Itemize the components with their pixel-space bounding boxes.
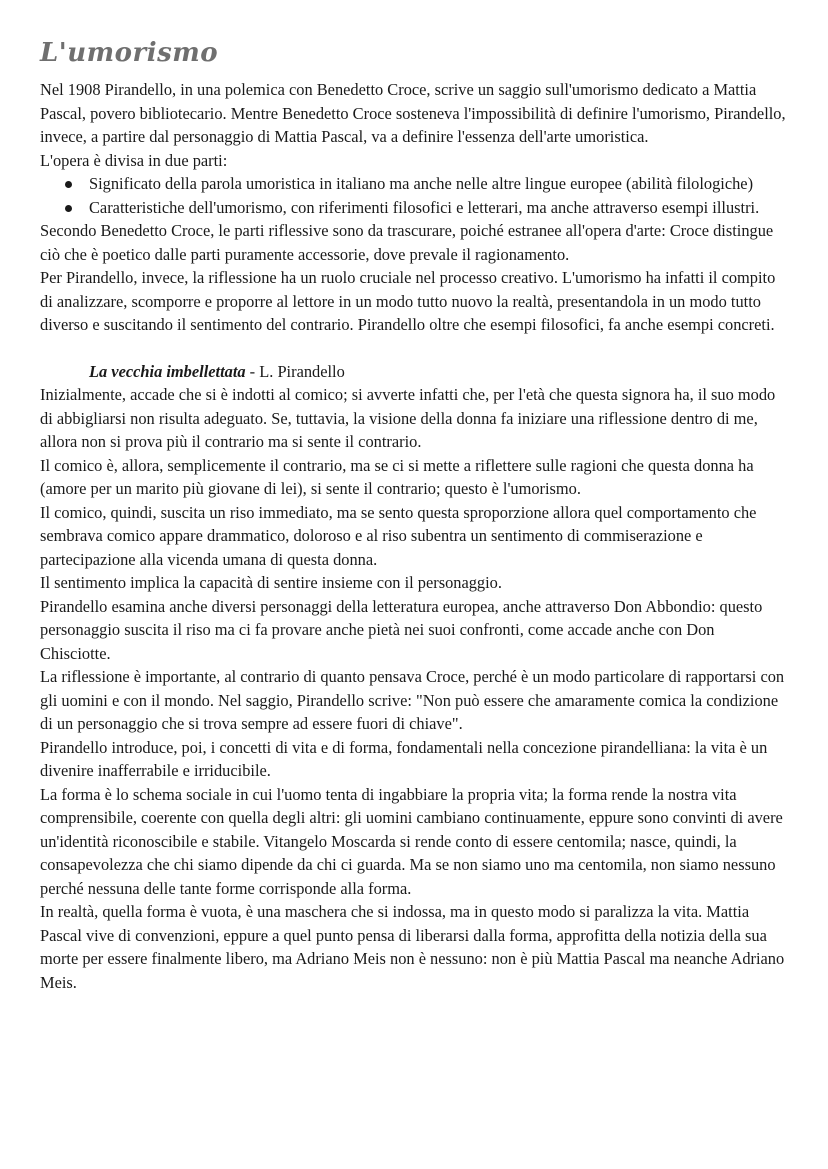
list-item: Caratteristiche dell'umorismo, con riferimenti filosofici e letterari, ma anche attraverso esempi illustri. (89, 196, 788, 220)
intro-paragraph: Nel 1908 Pirandello, in una polemica con Benedetto Croce, scrive un saggio sull'umorismo dedicato a Mattia Pascal, povero bibliotecario. Mentre Benedetto Croce sosteneva l'impossibilità di definire l'umorismo, Pirandello, invece, a partire dal personaggio di Mattia Pascal, va a definire l'essenza dell'arte umoristica. (40, 80, 786, 146)
body-paragraph: In realtà, quella forma è vuota, è una maschera che si indossa, ma in questo modo si paralizza la vita. Mattia Pascal vive di convenzioni, eppure a quel punto pensa di liberarsi dalla forma, approfitta della notizia della sua morte per essere finalmente libero, ma Adriano Meis non è nessuno: non è più Mattia Pascal ma neanche Adriano Meis. (40, 902, 785, 992)
body-paragraph: Pirandello esamina anche diversi personaggi della letteratura europea, anche attraverso Don Abbondio: questo personaggio suscita il riso ma ci fa provare anche pietà nei suoi confronti, come accade anche con Don Chisciotte. (40, 596, 763, 663)
body-paragraph: Il comico, quindi, suscita un riso immediato, ma se sento questa sproporzione allora quel comportamento che sembrava comico appare drammatico, doloroso e al riso subentra un sentimento di commiserazione e partecipazione alla vicenda umana di questa donna. (40, 502, 757, 569)
section-heading (40, 360, 788, 384)
parts-list (40, 172, 788, 219)
work-author: - L. Pirandello (245, 361, 345, 381)
body-paragraph: Il sentimento implica la capacità di sentire insieme con il personaggio. (40, 573, 502, 592)
work-title: La vecchia imbellettata (89, 361, 246, 381)
body-paragraph: Per Pirandello, invece, la riflessione ha un ruolo cruciale nel processo creativo. L'umorismo ha infatti il compito di analizzare, scomporre e proporre al lettore in un modo tutto nuovo la realtà, presentandola in un modo tutto diverso e suscitando il sentimento del contrario. Pirandello oltre che esempi filosofici, fa anche esempi concreti. (40, 268, 776, 334)
list-item: Significato della parola umoristica in italiano ma anche nelle altre lingue europee (abilità filologiche) (89, 172, 788, 196)
body-paragraph: Il comico è, allora, semplicemente il contrario, ma se ci si mette a riflettere sulle ragioni che questa donna ha (amore per un marito più giovane di lei), si sente il contrario; questo è l'umorismo. (40, 455, 754, 498)
section-spacer (40, 337, 788, 360)
body-paragraph: Pirandello introduce, poi, i concetti di vita e di forma, fondamentali nella concezione pirandelliana: la vita è un divenire inafferrabile e irriducibile. (40, 737, 768, 780)
intro-paragraph: L'opera è divisa in due parti: (40, 150, 228, 170)
body-paragraph: La forma è lo schema sociale in cui l'uomo tenta di ingabbiare la propria vita; la forma rende la nostra vita comprensibile, coerente con quella degli altri: gli uomini cambiano continuamente, eppure sono convinti di avere un'identità riconoscibile e stabile. Vitangelo Moscarda si rende conto di essere centomila; nasce, quindi, la consapevolezza che chi siamo dipende da chi ci guarda. Ma se non siamo uno ma centomila, non siamo nessuno perché nessuna delle tante forme corrisponde alla forma. (40, 784, 783, 898)
body-paragraph: Inizialmente, accade che si è indotti al comico; si avverte infatti che, per l'età che questa signora ha, il suo modo di abbigliarsi non risulta adeguato. Se, tuttavia, la visione della donna fa iniziare una riflessione dentro di me, allora non si prova più il contrario ma si sente il contrario. (40, 385, 776, 451)
page-title: L'umorismo (40, 38, 219, 68)
body-paragraph: Secondo Benedetto Croce, le parti riflessive sono da trascurare, poiché estranee all'opera d'arte: Croce distingue ciò che è poetico dalle parti puramente accessorie, dove prevale il ragionamento. (40, 221, 774, 264)
body-paragraph: La riflessione è importante, al contrario di quanto pensava Croce, perché è un modo particolare di rapportarsi con gli uomini e con il mondo. Nel saggio, Pirandello scrive: "Non può essere che amaramente comica la condizione di un personaggio che si trova sempre ad essere fuori di chiave". (40, 667, 785, 733)
